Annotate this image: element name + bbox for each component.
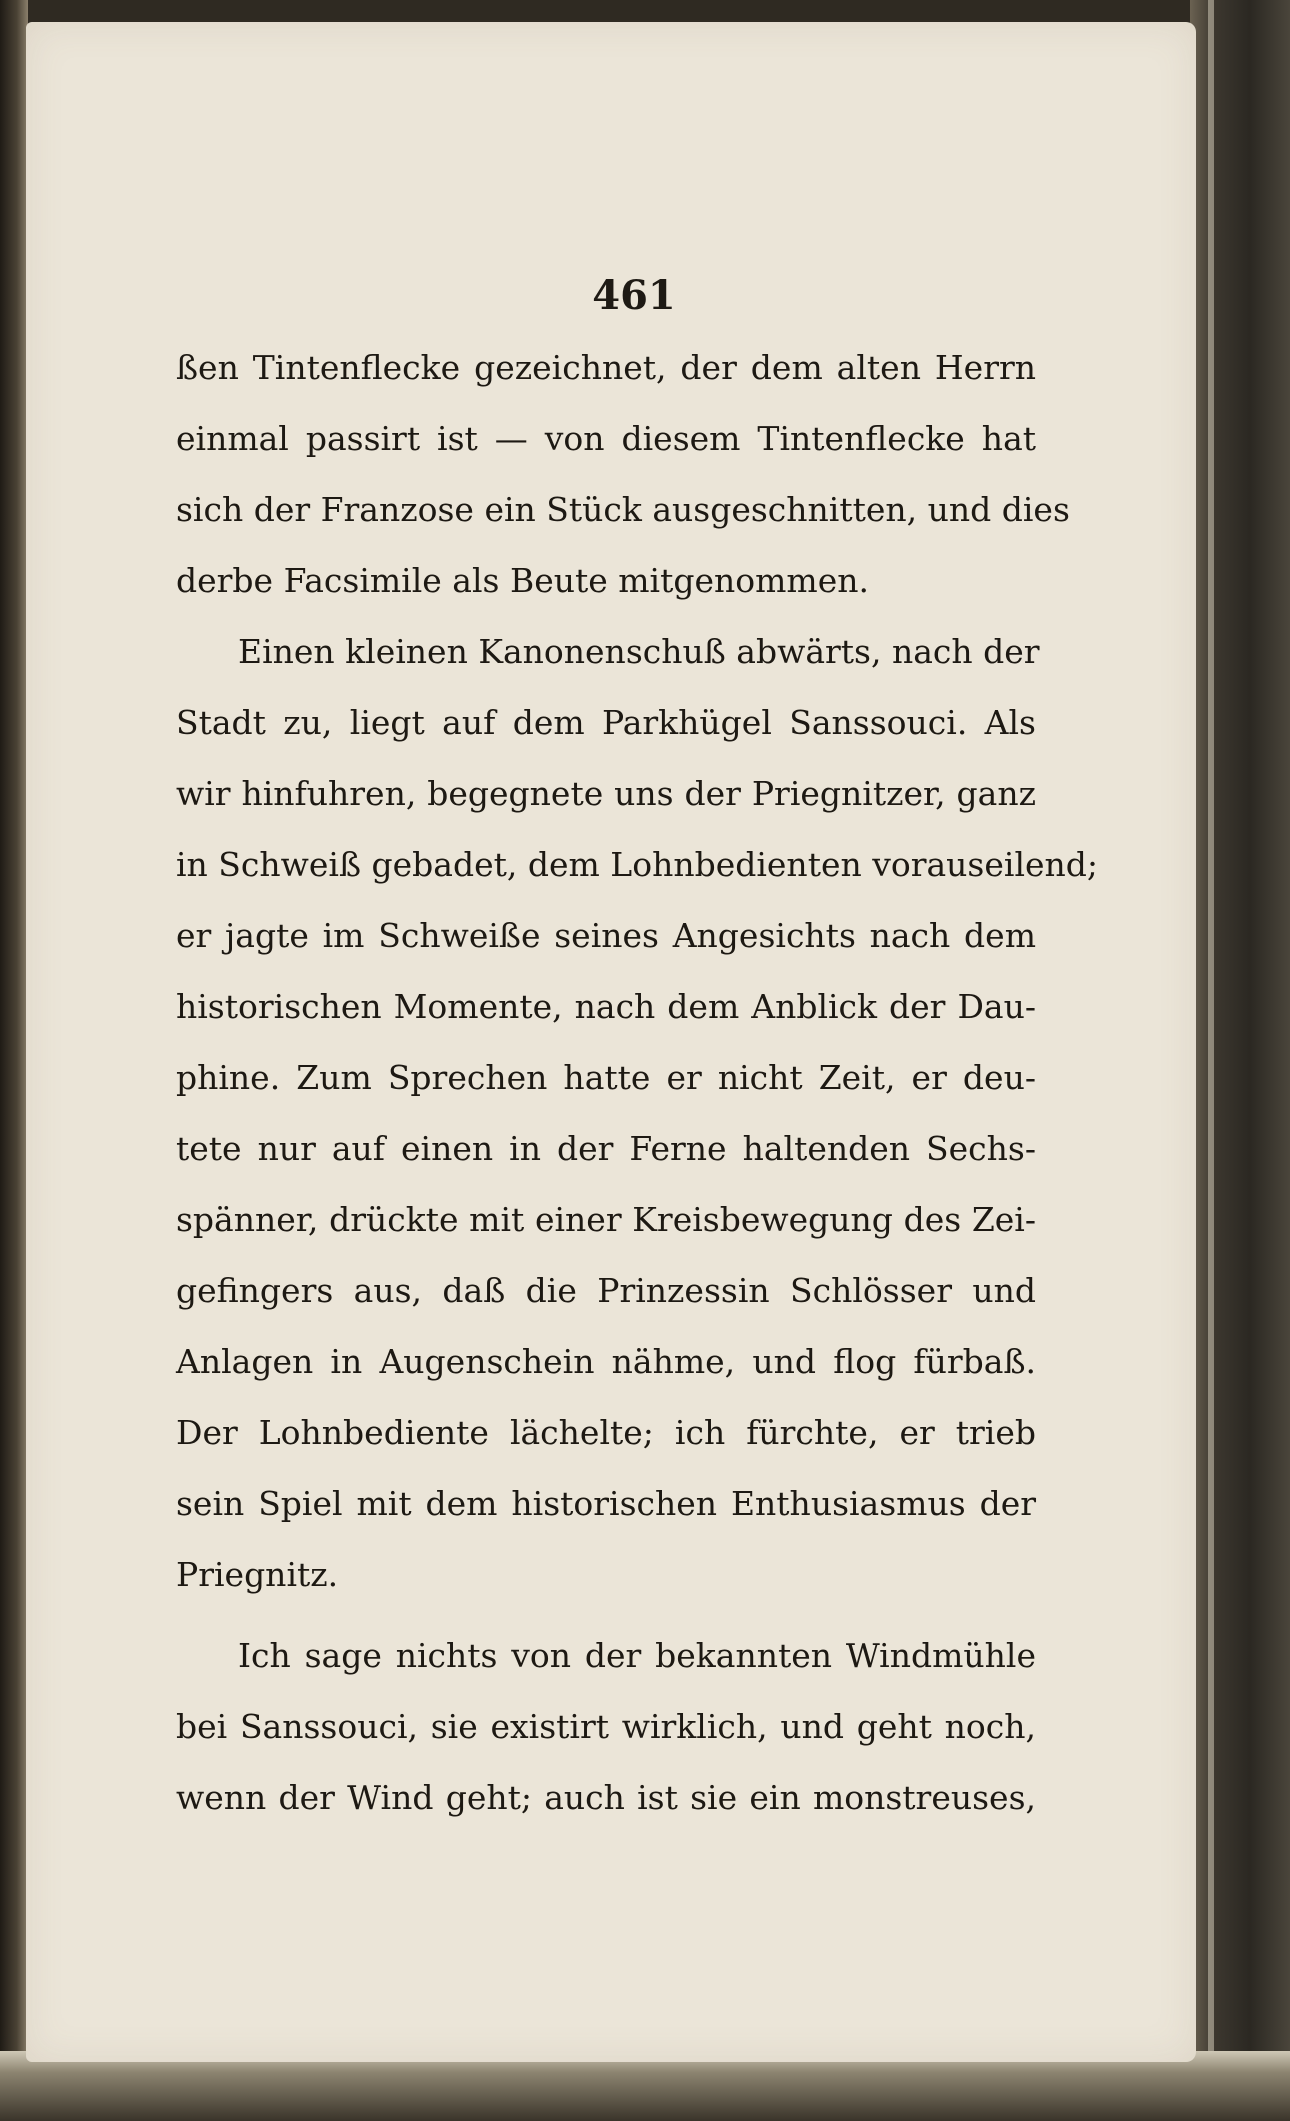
- text-line: er jagte im Schweiße seines Angesichts nach dem: [176, 916, 1036, 955]
- text-line: phine. Zum Sprechen hatte er nicht Zeit, er deu-: [176, 1058, 1036, 1097]
- text-line: gefingers aus, daß die Prinzessin Schlösser und: [176, 1271, 1036, 1310]
- text-line: spänner, drückte mit einer Kreisbewegung des Zei-: [176, 1200, 1036, 1239]
- text-line: tete nur auf einen in der Ferne haltenden Sechs-: [176, 1129, 1036, 1168]
- text-line: wenn der Wind geht; auch ist sie ein monstreuses,: [176, 1778, 1036, 1817]
- text-line: historischen Momente, nach dem Anblick der Dau-: [176, 987, 1036, 1026]
- body-text: [176, 332, 1099, 1833]
- text-line: wir hinfuhren, begegnete uns der Priegnitzer, ganz: [176, 774, 1036, 813]
- text-line: in Schweiß gebadet, dem Lohnbedienten vorauseilend;: [176, 845, 1099, 884]
- text-line: derbe Facsimile als Beute mitgenommen.: [176, 561, 869, 600]
- page-number: 461: [592, 272, 676, 319]
- text-line: bei Sanssouci, sie existirt wirklich, und geht noch,: [176, 1707, 1036, 1746]
- book-gutter: [0, 0, 28, 2121]
- text-line: Der Lohnbediente lächelte; ich fürchte, er trieb: [176, 1413, 1036, 1452]
- text-line: ßen Tintenflecke gezeichnet, der dem alten Herrn: [176, 348, 1036, 387]
- text-line: Einen kleinen Kanonenschuß abwärts, nach der: [238, 632, 1040, 671]
- text-line: Anlagen in Augenschein nähme, und flog fürbaß.: [176, 1342, 1036, 1381]
- text-line: Stadt zu, liegt auf dem Parkhügel Sanssouci. Als: [176, 703, 1036, 742]
- text-line: sein Spiel mit dem historischen Enthusiasmus der: [176, 1484, 1036, 1523]
- book-cover-edge: [1190, 0, 1290, 2121]
- paragraph-gap: [176, 1610, 1036, 1620]
- text-line: sich der Franzose ein Stück ausgeschnitten, und dies: [176, 490, 1070, 529]
- text-line: Priegnitz.: [176, 1555, 339, 1594]
- text-line: Ich sage nichts von der bekannten Windmühle: [238, 1636, 1036, 1675]
- text-line: einmal passirt ist — von diesem Tintenflecke hat: [176, 419, 1036, 458]
